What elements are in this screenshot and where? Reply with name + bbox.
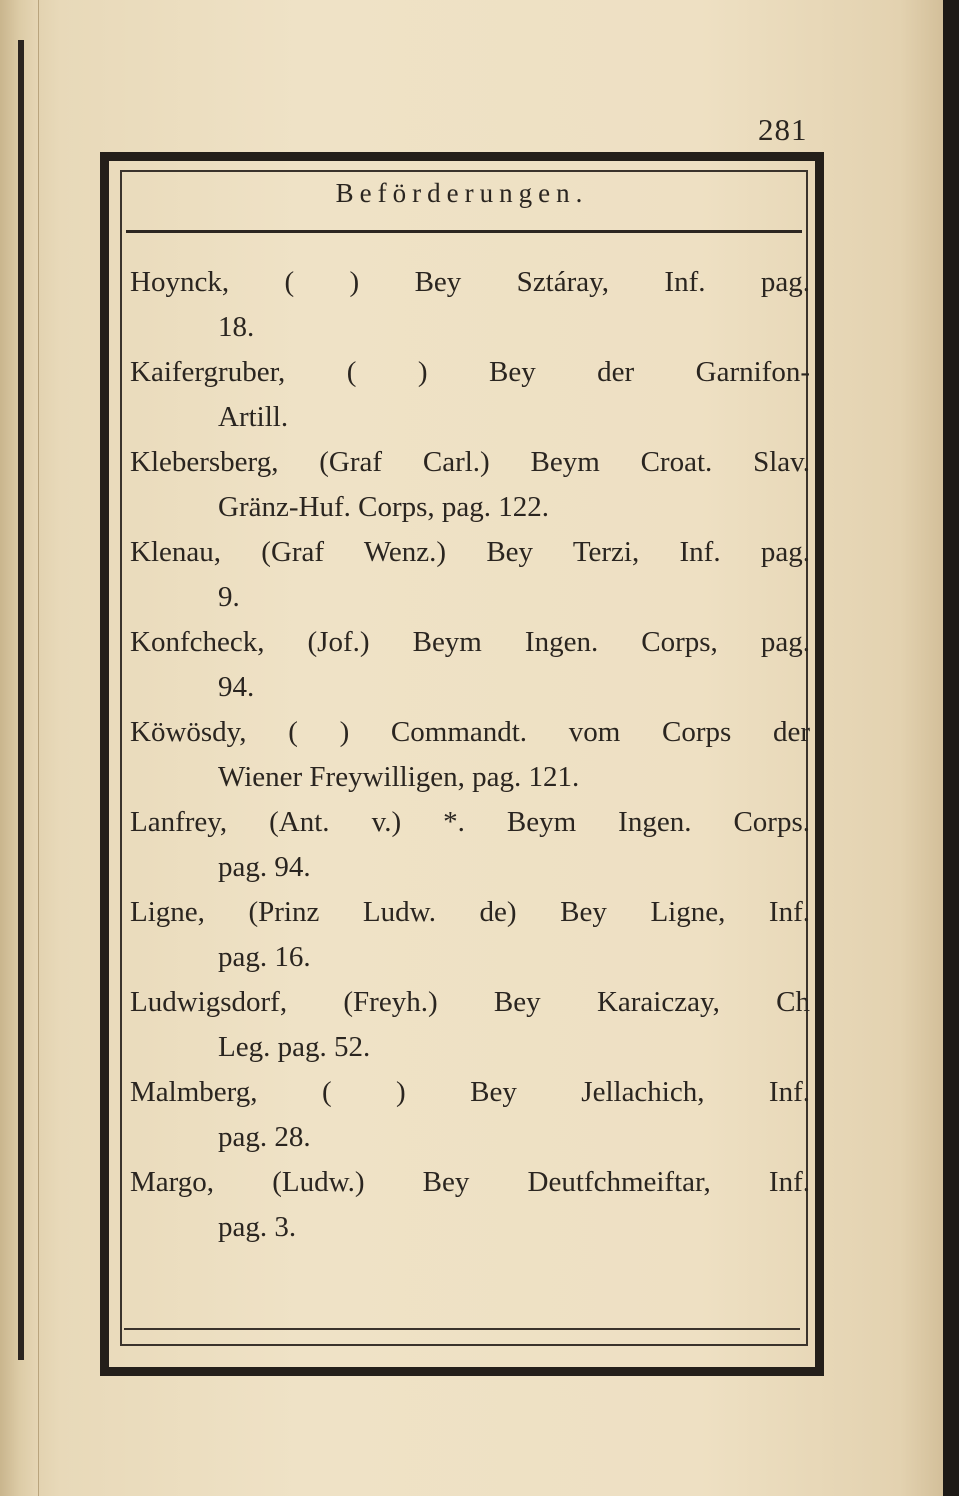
entry-continuation: Artill.	[218, 401, 289, 433]
page-edge-shadow	[943, 0, 959, 1496]
page-heading: Beförderungen.	[335, 178, 589, 208]
entry-continuation: 94.	[218, 671, 255, 703]
entry-line: Malmberg, ( ) Bey Jellachich, Inf.	[130, 1076, 810, 1108]
entry-list	[130, 260, 810, 1250]
list-item	[130, 980, 810, 1070]
facing-page-border	[2, 40, 24, 1360]
list-item	[130, 710, 810, 800]
entry-line: Konfcheck, (Jof.) Beym Ingen. Corps, pag.	[130, 626, 810, 658]
entry-continuation: pag. 16.	[218, 941, 311, 973]
entry-continuation: Leg. pag. 52.	[218, 1031, 371, 1063]
entry-continuation: Gränz-Huf. Corps, pag. 122.	[218, 491, 550, 523]
entry-line: Ligne, (Prinz Ludw. de) Bey Ligne, Inf.	[130, 896, 810, 928]
entry-line: Ludwigsdorf, (Freyh.) Bey Karaiczay, Ch	[130, 986, 810, 1018]
entry-line: Margo, (Ludw.) Bey Deutfchmeiftar, Inf.	[130, 1166, 810, 1198]
entry-continuation: pag. 3.	[218, 1211, 297, 1243]
heading-rule	[126, 230, 802, 233]
entry-continuation: 18.	[218, 311, 255, 343]
list-item	[130, 530, 810, 620]
entry-line: Hoynck, ( ) Bey Sztáray, Inf. pag.	[130, 266, 810, 298]
list-item	[130, 260, 810, 350]
list-item	[130, 350, 810, 440]
bottom-rule	[124, 1328, 800, 1330]
list-item	[130, 1160, 810, 1250]
list-item	[130, 440, 810, 530]
entry-line: Lanfrey, (Ant. v.) *. Beym Ingen. Corps.	[130, 806, 810, 838]
entry-line: Kaifergruber, ( ) Bey der Garnifon-	[130, 356, 810, 388]
list-item	[130, 890, 810, 980]
entry-continuation: 9.	[218, 581, 240, 613]
entry-line: Klenau, (Graf Wenz.) Bey Terzi, Inf. pag.	[130, 536, 810, 568]
list-item	[130, 620, 810, 710]
page-number: 281	[758, 112, 808, 147]
entry-line: Klebersberg, (Graf Carl.) Beym Croat. Slav.	[130, 446, 810, 478]
list-item	[130, 800, 810, 890]
entry-continuation: pag. 94.	[218, 851, 311, 883]
entry-continuation: pag. 28.	[218, 1121, 311, 1153]
entry-line: Köwösdy, ( ) Commandt. vom Corps der	[130, 716, 810, 748]
entry-continuation: Wiener Freywilligen, pag. 121.	[218, 761, 580, 793]
list-item	[130, 1070, 810, 1160]
